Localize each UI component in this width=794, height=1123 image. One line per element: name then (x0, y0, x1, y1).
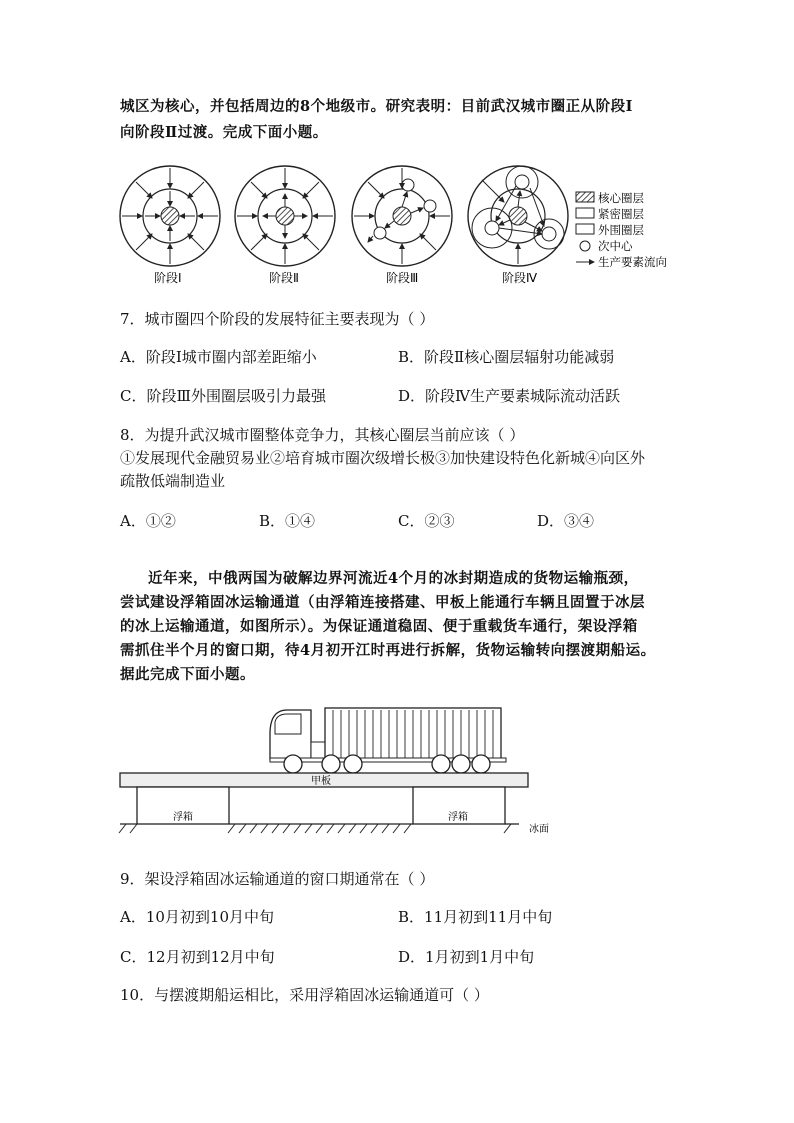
q9-option-c[interactable]: C．12月初到12月中旬 (120, 948, 275, 966)
q9-option-b[interactable]: B．11月初到11月中旬 (398, 908, 553, 926)
q7-option-c[interactable]: C．阶段Ⅲ外围圈层吸引力最强 (120, 387, 326, 405)
stage-2-diagram (235, 166, 335, 266)
passage2-line-1: 近年来，中俄两国为破解边界河流近4个月的冰封期造成的货物运输瓶颈， (148, 570, 639, 587)
figure1-legend (576, 191, 667, 269)
q8-line-2: ①发展现代金融贸易业②培育城市圈次级增长极③加快建设特色化新城④向区外 (120, 449, 646, 467)
q8-option-a[interactable]: A．①② (120, 512, 176, 530)
city-circle-figure (110, 158, 690, 288)
q7-stem: 7．城市圈四个阶段的发展特征主要表现为（ ） (120, 310, 435, 328)
stage-1-label: 阶段Ⅰ (154, 271, 182, 285)
stage-2-label: 阶段Ⅱ (269, 271, 299, 285)
legend-flow: 生产要素流向 (598, 255, 667, 269)
stage-3-label: 阶段Ⅲ (386, 271, 419, 285)
pontoon-right-label: 浮箱 (448, 812, 468, 823)
passage2-line-4: 需抓住半个月的窗口期，待4月初开江时再进行拆解，货物运输转向摆渡期船运。 (120, 642, 656, 659)
legend-subcenter: 次中心 (598, 239, 633, 253)
stage-1-diagram (120, 166, 220, 266)
stage-4-label: 阶段Ⅳ (502, 271, 538, 285)
stage-3-diagram (352, 166, 452, 266)
q9-stem: 9．架设浮箱固冰运输通道的窗口期通常在（ ） (120, 870, 435, 888)
legend-outer: 外围圈层 (598, 223, 644, 237)
q8-option-d[interactable]: D．③④ (537, 512, 595, 530)
ice-label: 冰面 (529, 824, 549, 835)
q9-option-a[interactable]: A．10月初到10月中旬 (120, 908, 275, 926)
q9-option-d[interactable]: D．1月初到1月中旬 (398, 948, 535, 966)
deck-label: 甲板 (311, 776, 331, 787)
passage2-line-2: 尝试建设浮箱固冰运输通道（由浮箱连接搭建、甲板上能通行车辆且固置于冰层 (120, 594, 645, 611)
q8-option-b[interactable]: B．①④ (259, 512, 316, 530)
q8-line-3: 疏散低端制造业 (120, 472, 226, 490)
q10-stem: 10．与摆渡期船运相比，采用浮箱固冰运输通道可（ ） (120, 986, 489, 1004)
intro-line-2: 向阶段Ⅱ过渡。完成下面小题。 (120, 124, 328, 141)
legend-core: 核心圈层 (598, 191, 644, 205)
pontoon-left-label: 浮箱 (173, 812, 193, 823)
q7-option-b[interactable]: B．阶段Ⅱ核心圈层辐射功能减弱 (398, 348, 615, 366)
legend-close: 紧密圈层 (598, 207, 644, 221)
intro-line-1: 城区为核心，并包括周边的8个地级市。研究表明：目前武汉城市圈正从阶段Ⅰ (120, 98, 633, 115)
pontoon-figure (115, 700, 595, 845)
passage2-line-5: 据此完成下面小题。 (120, 666, 255, 683)
q7-option-d[interactable]: D．阶段Ⅳ生产要素城际流动活跃 (398, 387, 621, 405)
q8-option-c[interactable]: C．②③ (398, 512, 455, 530)
passage2-line-3: 的冰上运输通道，如图所示）。为保证通道稳固、便于重载货车通行，架设浮箱 (120, 618, 638, 635)
stage-4-diagram (468, 166, 568, 266)
q7-option-a[interactable]: A．阶段Ⅰ城市圈内部差距缩小 (120, 348, 317, 366)
q8-stem: 8．为提升武汉城市圈整体竞争力，其核心圈层当前应该（ ） (120, 426, 525, 444)
